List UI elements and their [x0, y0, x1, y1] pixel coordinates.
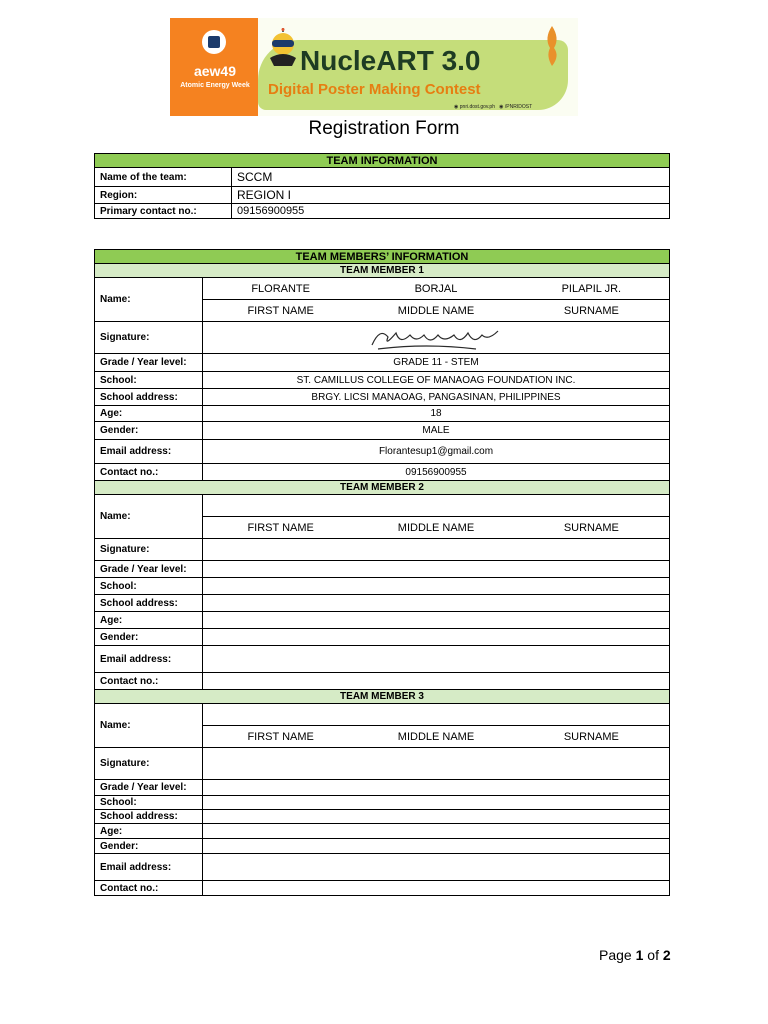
flame-decoration-icon: [542, 26, 562, 66]
middle-name-caption: MIDDLE NAME: [397, 304, 475, 317]
member-2-contact-label: Contact no.:: [95, 673, 203, 690]
member-1-contact-value[interactable]: 09156900955: [203, 464, 670, 481]
members-info-header: TEAM MEMBERS’ INFORMATION: [95, 250, 670, 264]
member-3-school-address-label: School address:: [95, 810, 203, 824]
member-3-name-cell[interactable]: [203, 704, 670, 748]
first-name-caption: FIRST NAME: [247, 521, 314, 534]
web-icon: ◉: [454, 104, 459, 110]
team-info-header: TEAM INFORMATION: [95, 154, 670, 168]
team-name-value[interactable]: SCCM: [232, 168, 670, 187]
member-2-contact-value[interactable]: [203, 673, 670, 690]
middle-name-caption: MIDDLE NAME: [397, 521, 475, 534]
member-2-age-label: Age:: [95, 612, 203, 629]
member-3-grade-value[interactable]: [203, 780, 670, 796]
member-1-school-label: School:: [95, 372, 203, 389]
member-3-name-label: Name:: [95, 704, 203, 748]
member-3-signature-label: Signature:: [95, 748, 203, 780]
primary-contact-value[interactable]: 09156900955: [232, 204, 670, 219]
web-link-text: pnri.dost.gov.ph: [459, 104, 495, 110]
facebook-icon: ◉: [499, 104, 504, 110]
member-1-grade-value[interactable]: GRADE 11 - STEM: [203, 354, 670, 372]
of-word: of: [647, 947, 659, 963]
member-1-first-name[interactable]: FLORANTE: [251, 282, 310, 295]
surname-caption: SURNAME: [563, 521, 619, 534]
member-3-age-value[interactable]: [203, 824, 670, 839]
form-title: Registration Form: [308, 118, 460, 139]
primary-contact-label: Primary contact no.:: [95, 204, 232, 219]
page-word: Page: [599, 947, 632, 963]
member-1-name-label: Name:: [95, 278, 203, 322]
member-3-age-label: Age:: [95, 824, 203, 839]
member-1-grade-label: Grade / Year level:: [95, 354, 203, 372]
member-1-age-value[interactable]: 18: [203, 406, 670, 422]
member-3-gender-label: Gender:: [95, 839, 203, 854]
page-number: [599, 947, 671, 963]
surname-caption: SURNAME: [563, 730, 619, 743]
team-members-table: [94, 249, 670, 896]
team-member-3-header: TEAM MEMBER 3: [95, 690, 670, 704]
signature-image: [366, 323, 506, 353]
first-name-caption: FIRST NAME: [247, 304, 314, 317]
member-3-grade-label: Grade / Year level:: [95, 780, 203, 796]
member-2-grade-value[interactable]: [203, 561, 670, 578]
banner-title: NucleART 3.0: [300, 45, 481, 76]
member-2-email-value[interactable]: [203, 646, 670, 673]
member-2-age-value[interactable]: [203, 612, 670, 629]
region-label: Region:: [95, 187, 232, 204]
member-1-gender-value[interactable]: MALE: [203, 422, 670, 440]
surname-caption: SURNAME: [563, 304, 619, 317]
team-member-2-header: TEAM MEMBER 2: [95, 481, 670, 495]
member-1-signature-label: Signature:: [95, 322, 203, 354]
member-2-grade-label: Grade / Year level:: [95, 561, 203, 578]
member-2-signature-cell[interactable]: [203, 539, 670, 561]
total-pages: 2: [662, 947, 671, 963]
middle-name-caption: MIDDLE NAME: [397, 730, 475, 743]
member-2-school-address-value[interactable]: [203, 595, 670, 612]
event-logo-panel: [170, 18, 258, 116]
member-2-school-value[interactable]: [203, 578, 670, 595]
member-3-contact-value[interactable]: [203, 881, 670, 896]
facebook-link-text: /PNRIDOST: [504, 104, 533, 110]
team-member-1-header: TEAM MEMBER 1: [95, 264, 670, 278]
current-page: 1: [635, 947, 644, 963]
member-1-email-label: Email address:: [95, 440, 203, 464]
member-2-email-label: Email address:: [95, 646, 203, 673]
member-1-school-address-label: School address:: [95, 389, 203, 406]
member-3-contact-label: Contact no.:: [95, 881, 203, 896]
team-information-table: [94, 153, 670, 219]
member-3-school-value[interactable]: [203, 796, 670, 810]
member-1-contact-label: Contact no.:: [95, 464, 203, 481]
member-2-name-cell[interactable]: [203, 495, 670, 539]
first-name-caption: FIRST NAME: [247, 730, 314, 743]
contest-banner: [170, 18, 578, 116]
region-value[interactable]: REGION I: [232, 187, 670, 204]
member-3-signature-cell[interactable]: [203, 748, 670, 780]
team-name-label: Name of the team:: [95, 168, 232, 187]
member-1-gender-label: Gender:: [95, 422, 203, 440]
banner-social-links: [454, 104, 532, 110]
pnri-logo-icon: [202, 30, 226, 54]
member-1-email-value[interactable]: Florantesup1@gmail.com: [203, 440, 670, 464]
member-2-gender-label: Gender:: [95, 629, 203, 646]
member-1-school-value[interactable]: ST. CAMILLUS COLLEGE OF MANAOAG FOUNDATION INC.: [203, 372, 670, 389]
member-1-middle-name[interactable]: BORJAL: [414, 282, 458, 295]
member-1-surname[interactable]: PILAPIL JR.: [561, 282, 622, 295]
member-2-school-address-label: School address:: [95, 595, 203, 612]
event-logo-text: aew49: [193, 63, 237, 79]
event-logo-subtext: Atomic Energy Week: [180, 82, 250, 89]
member-1-name-cell[interactable]: [203, 278, 670, 322]
member-3-gender-value[interactable]: [203, 839, 670, 854]
banner-subtitle: Digital Poster Making Contest: [268, 81, 481, 98]
member-3-school-label: School:: [95, 796, 203, 810]
member-2-gender-value[interactable]: [203, 629, 670, 646]
member-2-signature-label: Signature:: [95, 539, 203, 561]
member-1-signature-cell[interactable]: [203, 322, 670, 354]
member-3-email-label: Email address:: [95, 854, 203, 881]
member-2-name-label: Name:: [95, 495, 203, 539]
member-3-school-address-value[interactable]: [203, 810, 670, 824]
mascot-icon: [266, 28, 300, 68]
member-2-school-label: School:: [95, 578, 203, 595]
member-3-email-value[interactable]: [203, 854, 670, 881]
member-1-age-label: Age:: [95, 406, 203, 422]
member-1-school-address-value[interactable]: BRGY. LICSI MANAOAG, PANGASINAN, PHILIPPINES: [203, 389, 670, 406]
